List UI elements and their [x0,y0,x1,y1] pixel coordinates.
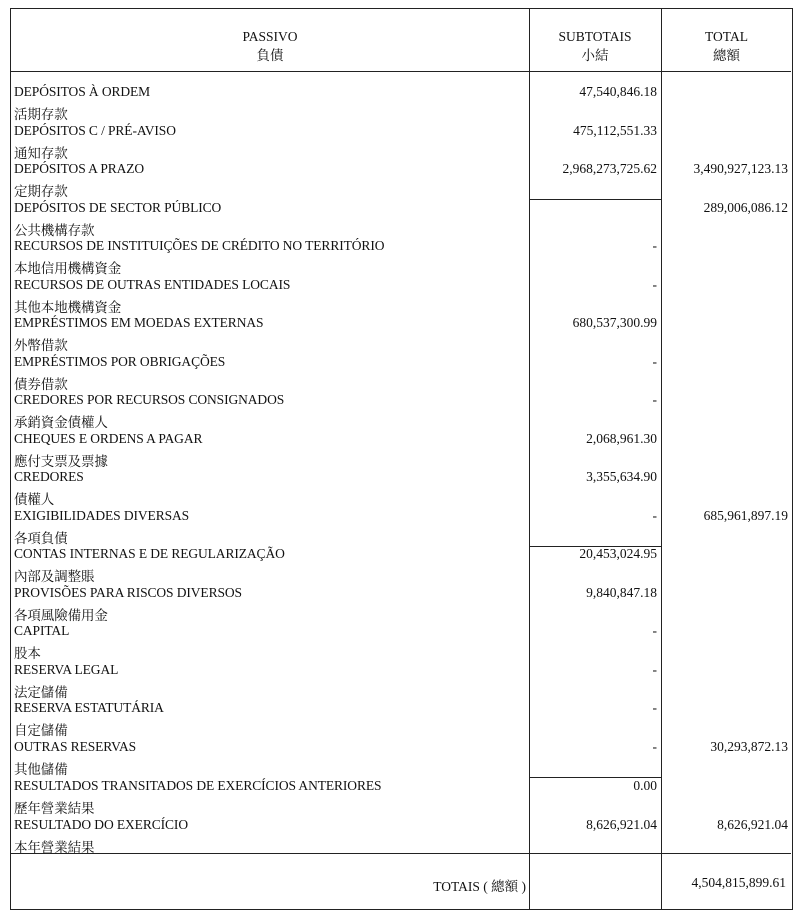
header-passivo-zh: 負債 [256,48,284,63]
row-subtotal: - [652,700,657,715]
row-subtotal: - [652,507,657,523]
row-label-pt: CREDORES [14,469,84,484]
row-total: 8,626,921.04 [717,816,788,832]
row-label-zh: 其他本地機構資金 [14,299,122,315]
row-label-pt: RECURSOS DE INSTITUIÇÕES DE CRÉDITO NO TERRITÓRIO [14,238,385,253]
row-subtotal: 20,453,024.95 [579,546,657,561]
row-subtotal: 475,112,551.33 [573,122,657,138]
row-label-pt: EXIGIBILIDADES DIVERSAS [14,507,190,523]
header-total [661,27,792,65]
header-total-pt: TOTAL [705,29,748,44]
header-subtotais-pt: SUBTOTAIS [558,29,632,44]
table-row [11,585,794,623]
row-label-pt: RESULTADOS TRANSITADOS DE EXERCÍCIOS ANTERIORES [14,778,382,793]
row-label-pt: CONTAS INTERNAS E DE REGULARIZAÇÃO [14,546,285,561]
row-label-zh: 本年營業結果 [14,839,95,855]
row-label-zh: 公共機構存款 [14,222,95,238]
table-row [11,431,794,469]
row-label-zh: 內部及調整賬 [14,569,95,584]
row-label-pt: CREDORES POR RECURSOS CONSIGNADOS [14,392,285,407]
table-row [11,546,794,584]
row-label-pt: OUTRAS RESERVAS [14,738,137,754]
row-label-zh: 外幣借款 [14,338,68,353]
row-label-pt: DEPÓSITOS DE SECTOR PÚBLICO [14,199,222,215]
row-label-zh: 股本 [14,646,41,661]
row-subtotal: - [652,238,657,253]
row-subtotal: 680,537,300.99 [572,315,657,330]
row-label-zh: 歷年營業結果 [14,801,95,816]
balance-sheet-liabilities-table [10,8,793,910]
row-label-pt: RESERVA ESTATUTÁRIA [14,700,164,715]
table-row [11,277,794,315]
table-row [11,84,794,122]
row-label-zh: 債券借款 [14,376,68,392]
row-label-zh: 承銷資金債權人 [14,415,108,430]
table-row [11,315,794,353]
row-label-zh: 定期存款 [14,184,68,199]
row-label-pt: EMPRÉSTIMOS POR OBRIGAÇÕES [14,353,226,369]
row-label-pt: EMPRÉSTIMOS EM MOEDAS EXTERNAS [14,315,264,330]
row-label-pt: DEPÓSITOS À ORDEM [14,84,151,99]
row-subtotal: 9,840,847.18 [586,584,657,600]
table-row [11,700,794,738]
header-passivo [11,27,529,65]
row-subtotal: 47,540,846.18 [579,84,657,99]
row-label-pt: RECURSOS DE OUTRAS ENTIDADES LOCAIS [14,276,291,292]
table-row [11,508,794,546]
row-subtotal: 0.00 [633,778,657,793]
row-label-zh: 本地信用機構資金 [14,261,122,276]
row-label-zh: 應付支票及票據 [14,453,108,469]
header-subtotais-zh: 小結 [581,48,609,63]
row-label-zh: 通知存款 [14,145,68,161]
row-label-pt: CHEQUES E ORDENS A PAGAR [14,430,203,446]
row-total: 289,006,086.12 [703,199,788,215]
row-subtotal: 2,068,961.30 [586,430,657,446]
table-row [11,817,794,855]
header-passivo-pt: PASSIVO [242,29,298,44]
row-subtotal: - [652,353,657,369]
table-row [11,623,794,661]
row-label-pt: CAPITAL [14,623,70,638]
row-subtotal: 3,355,634.90 [586,469,657,484]
table-row [11,161,794,199]
table-row [11,238,794,276]
row-subtotal: - [652,661,657,677]
row-subtotal: 8,626,921.04 [586,816,657,832]
row-total: 30,293,872.13 [710,738,788,754]
row-label-zh: 其他儲備 [14,761,68,777]
totals-label: TOTAIS ( 總額 ) [433,879,526,894]
table-row [11,469,794,507]
row-subtotal: - [652,738,657,754]
row-label-pt: PROVISÕES PARA RISCOS DIVERSOS [14,584,242,600]
table-row [11,778,794,816]
row-total: 3,490,927,123.13 [693,161,788,176]
header-total-zh: 總額 [713,48,740,63]
grand-total: 4,504,815,899.61 [691,875,786,890]
row-label-zh: 各項風險備用金 [14,607,108,623]
table-row [11,392,794,430]
row-label-zh: 各項負債 [14,530,68,546]
row-label-pt: DEPÓSITOS A PRAZO [14,161,145,176]
header-divider [11,71,791,72]
table-row [11,123,794,161]
row-label-zh: 自定儲備 [14,723,68,738]
row-subtotal: - [652,623,657,638]
header-subtotais [529,27,661,65]
row-subtotal: - [652,392,657,407]
row-label-pt: RESULTADO DO EXERCÍCIO [14,816,188,832]
row-label-zh: 債權人 [14,492,55,507]
table-row [11,739,794,777]
row-subtotal: 2,968,273,725.62 [562,161,657,176]
row-label-pt: RESERVA LEGAL [14,661,119,677]
row-label-zh: 法定儲備 [14,684,68,700]
row-subtotal: - [652,276,657,292]
table-row [11,200,794,238]
table-row [11,354,794,392]
row-label-zh: 活期存款 [14,107,68,122]
table-row [11,662,794,700]
row-label-pt: DEPÓSITOS C / PRÉ-AVISO [14,122,176,138]
row-total: 685,961,897.19 [703,507,788,523]
